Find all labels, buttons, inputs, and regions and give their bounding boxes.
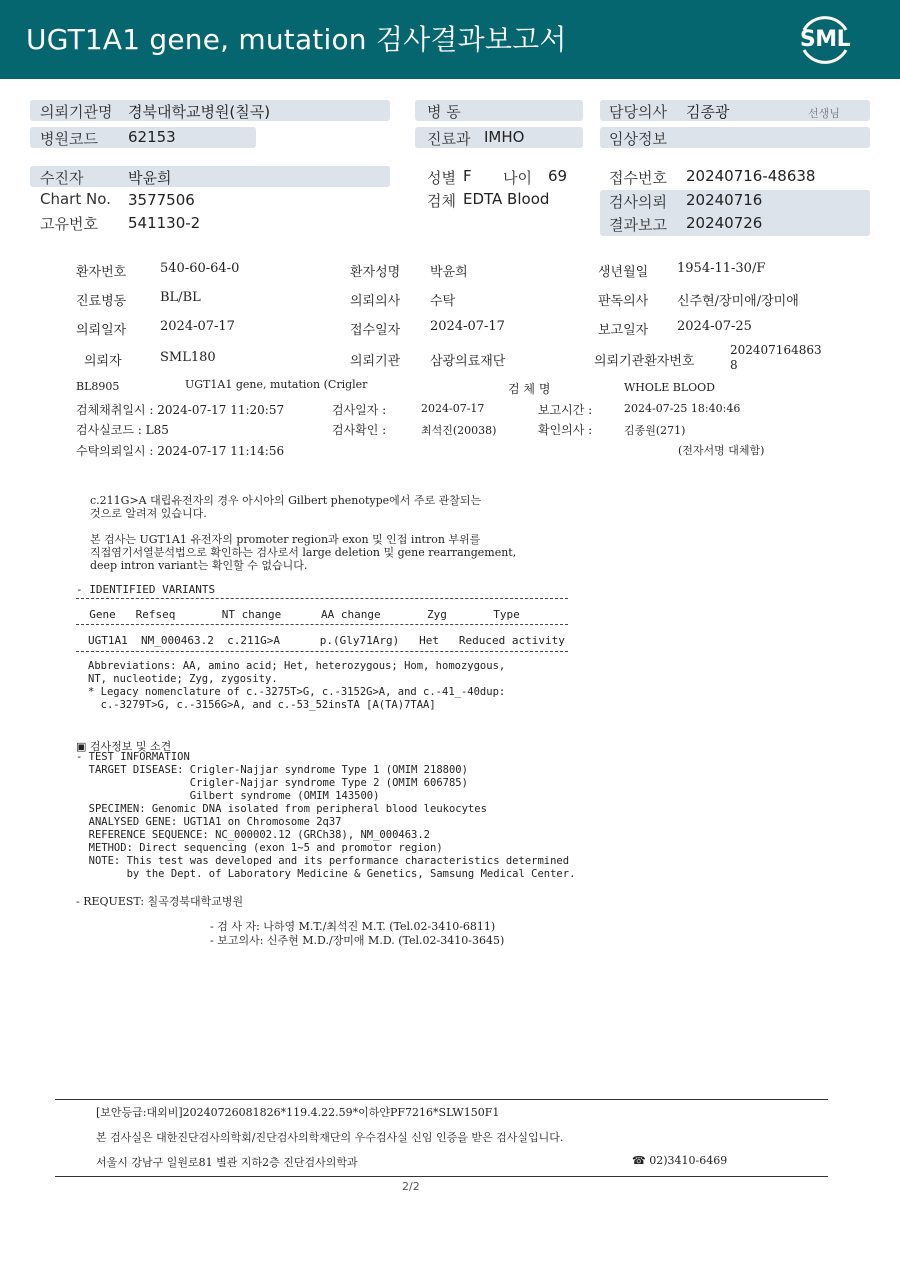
doctor-label: 담당의사 <box>609 103 667 121</box>
patient-value: 박윤희 <box>128 169 172 187</box>
org-patient-no-label: 의뢰기관환자번호 <box>594 354 695 369</box>
confirm-doctor-value: 김종원(271) <box>624 424 686 437</box>
certification-line: 본 검사실은 대한진단검사의학회/진단검사의학재단의 우수검사실 신임 인증을 받은 검사실입니다. <box>96 1131 564 1144</box>
hospital-code-value: 62153 <box>128 128 176 146</box>
specimen-value: EDTA Blood <box>463 190 550 208</box>
requester-label: 의뢰자 <box>84 354 122 369</box>
report-scan-value: 2024-07-25 <box>677 319 752 334</box>
patient-name-label: 환자성명 <box>350 265 401 280</box>
variants-divider-bottom <box>76 651 568 652</box>
ref-doctor-value: 수탁 <box>430 294 456 309</box>
logo-text: SML <box>799 27 851 52</box>
e-sign-note: (전자서명 대체함) <box>678 444 765 457</box>
abbreviations: Abbreviations: AA, amino acid; Het, heterozygous; Hom, homozygous, NT, nucleotide; Zyg, zygosity. * Legacy nomenclature of c.-3275T>G, c.-3152G>A, and c.-41_-40dup: c.-3279T>G, c.-3156G>A, and c.-53_52insTA [A(TA)7TAA] <box>88 660 506 711</box>
requester-value: SML180 <box>160 350 216 365</box>
ward-scan-label: 진료병동 <box>76 294 127 309</box>
exam-date-label: 검사일자 : <box>332 403 387 417</box>
patient-no-label: 환자번호 <box>76 265 127 280</box>
dept-label: 진료과 <box>427 130 471 148</box>
report-title: UGT1A1 gene, mutation 검사결과보고서 <box>26 23 567 56</box>
age-value: 69 <box>548 167 568 185</box>
report-scan-label: 보고일자 <box>598 323 649 338</box>
ref-org-value: 삼광의료재단 <box>430 354 506 369</box>
receipt-value: 20240716-48638 <box>686 167 816 185</box>
reporter-line: - 보고의사: 신주현 M.D./장미애 M.D. (Tel.02-3410-3645) <box>210 934 505 947</box>
receipt-label: 접수번호 <box>609 169 667 187</box>
institution-value: 경북대학교병원(칠곡) <box>128 103 271 121</box>
doctor-suffix: 선생님 <box>808 107 840 120</box>
req-date-value: 2024-07-17 <box>160 319 235 334</box>
ref-org-label: 의뢰기관 <box>350 354 401 369</box>
variants-table-header: Gene Refseq NT change AA change Zyg Type <box>76 608 520 621</box>
req-date-label: 의뢰일자 <box>76 323 127 338</box>
collect-time: 검체채취일시 : 2024-07-17 11:20:57 <box>76 403 285 417</box>
address-line: 서울시 강남구 일원로81 별관 지하2층 진단검사의학과 <box>96 1156 358 1169</box>
patient-name-value: 박윤희 <box>430 265 468 280</box>
info-heading: ▣ 검사정보 및 소견 <box>76 740 172 753</box>
chart-label: Chart No. <box>40 190 111 208</box>
note1-line2: 것으로 알려져 있습니다. <box>90 507 207 520</box>
request-date-value: 20240716 <box>686 191 763 209</box>
variants-heading: - IDENTIFIED VARIANTS <box>76 583 216 596</box>
variants-table-row: UGT1A1 NM_000463.2 c.211G>A p.(Gly71Arg) Het Reduced activity <box>88 634 565 647</box>
birth-label: 생년월일 <box>598 265 649 280</box>
ward-label: 병 동 <box>427 103 461 121</box>
patient-no-value: 540-60-64-0 <box>160 261 240 276</box>
specimen-name-label: 검 체 명 <box>508 382 551 396</box>
specimen-name-value: WHOLE BLOOD <box>624 381 715 394</box>
receipt-date-value: 2024-07-17 <box>430 319 505 334</box>
security-line: [보안등급:대외비]20240726081826*119.4.22.59*이하얀PF7216*SLW150F1 <box>96 1106 500 1119</box>
variants-divider-mid <box>76 624 568 625</box>
institution-label: 의뢰기관명 <box>40 103 113 121</box>
reading-doctor-value: 신주현/장미애/장미애 <box>677 294 799 309</box>
id-value: 541130-2 <box>128 214 201 232</box>
confirm-doctor-label: 확인의사 : <box>538 423 593 437</box>
test-code: BL8905 <box>76 380 120 393</box>
patient-label: 수진자 <box>40 169 84 187</box>
specimen-label: 검체 <box>427 192 456 210</box>
examiner-line: - 검 사 자: 나하영 M.T./최석진 M.T. (Tel.02-3410-6811) <box>210 920 496 933</box>
report-date-label: 결과보고 <box>609 216 667 234</box>
note2-line1: 본 검사는 UGT1A1 유전자의 promoter region과 exon 및 인접 intron 부위를 <box>90 533 481 546</box>
chart-value: 3577506 <box>128 191 195 209</box>
ward-scan-value: BL/BL <box>160 290 201 305</box>
sex-label: 성별 <box>427 169 456 187</box>
dept-value: IMHO <box>484 128 525 146</box>
note2-line2: 직접염기서열분석법으로 확인하는 검사로서 large deletion 및 gene rearrangement, <box>90 546 517 559</box>
exam-confirm-label: 검사확인 : <box>332 423 387 437</box>
request-line: - REQUEST: 칠곡경북대학교병원 <box>76 895 244 908</box>
request-date-label: 검사의뢰 <box>609 193 667 211</box>
patient-box <box>30 166 390 187</box>
report-header <box>0 0 900 79</box>
footer-bottom-rule <box>55 1176 828 1177</box>
exam-confirm-value: 최석진(20038) <box>421 424 497 437</box>
receipt-date-label: 접수일자 <box>350 323 401 338</box>
report-time-value: 2024-07-25 18:40:46 <box>624 402 741 415</box>
consign-time: 수탁의뢰일시 : 2024-07-17 11:14:56 <box>76 444 285 458</box>
org-patient-no-suffix: 8 <box>730 358 738 372</box>
page-number: 2/2 <box>402 1180 420 1193</box>
doctor-value: 김종광 <box>686 103 730 121</box>
exam-date-value: 2024-07-17 <box>421 402 485 415</box>
sml-logo <box>796 12 854 66</box>
footer-top-rule <box>55 1099 828 1100</box>
ref-doctor-label: 의뢰의사 <box>350 294 401 309</box>
test-information: - TEST INFORMATION TARGET DISEASE: Crigler-Najjar syndrome Type 1 (OMIM 218800) Crigler-Najjar syndrome Type 2 (OMIM 606785) Gilbert syndrome (OMIM 143500) SPECIMEN: Genomic DNA isolated from peripheral blood leukocytes ANALYSED GENE: UGT1A1 on Chromosome 2q37 REFERENCE SEQUENCE: NC_000002.12 (GRCh38), NM_000463.2 METHOD: Direct sequencing (exon 1~5 and promotor region) NOTE: This test was developed and its performance characteristics determined by the Dept. of Laboratory Medicine & Genetics, Samsung Medical Center. <box>76 751 576 880</box>
note1-line1: c.211G>A 대립유전자의 경우 아시아의 Gilbert phenotype에서 주로 관찰되는 <box>90 494 482 507</box>
id-label: 고유번호 <box>40 215 98 233</box>
report-time-label: 보고시간 : <box>538 403 593 417</box>
phone-line: ☎ 02)3410-6469 <box>632 1154 728 1167</box>
birth-value: 1954-11-30/F <box>677 261 766 276</box>
exam-code: 검사실코드 : L85 <box>76 423 169 437</box>
test-name: UGT1A1 gene, mutation (Crigler <box>185 378 368 391</box>
age-label: 나이 <box>503 169 532 187</box>
report-date-value: 20240726 <box>686 214 763 232</box>
hospital-code-label: 병원코드 <box>40 130 98 148</box>
reading-doctor-label: 판독의사 <box>598 294 649 309</box>
org-patient-no-value: 202407164863 <box>730 343 822 357</box>
variants-divider-top <box>76 598 568 599</box>
clinical-label: 임상정보 <box>609 130 667 148</box>
sex-value: F <box>463 167 472 185</box>
note2-line3: deep intron variant는 확인할 수 없습니다. <box>90 559 308 572</box>
